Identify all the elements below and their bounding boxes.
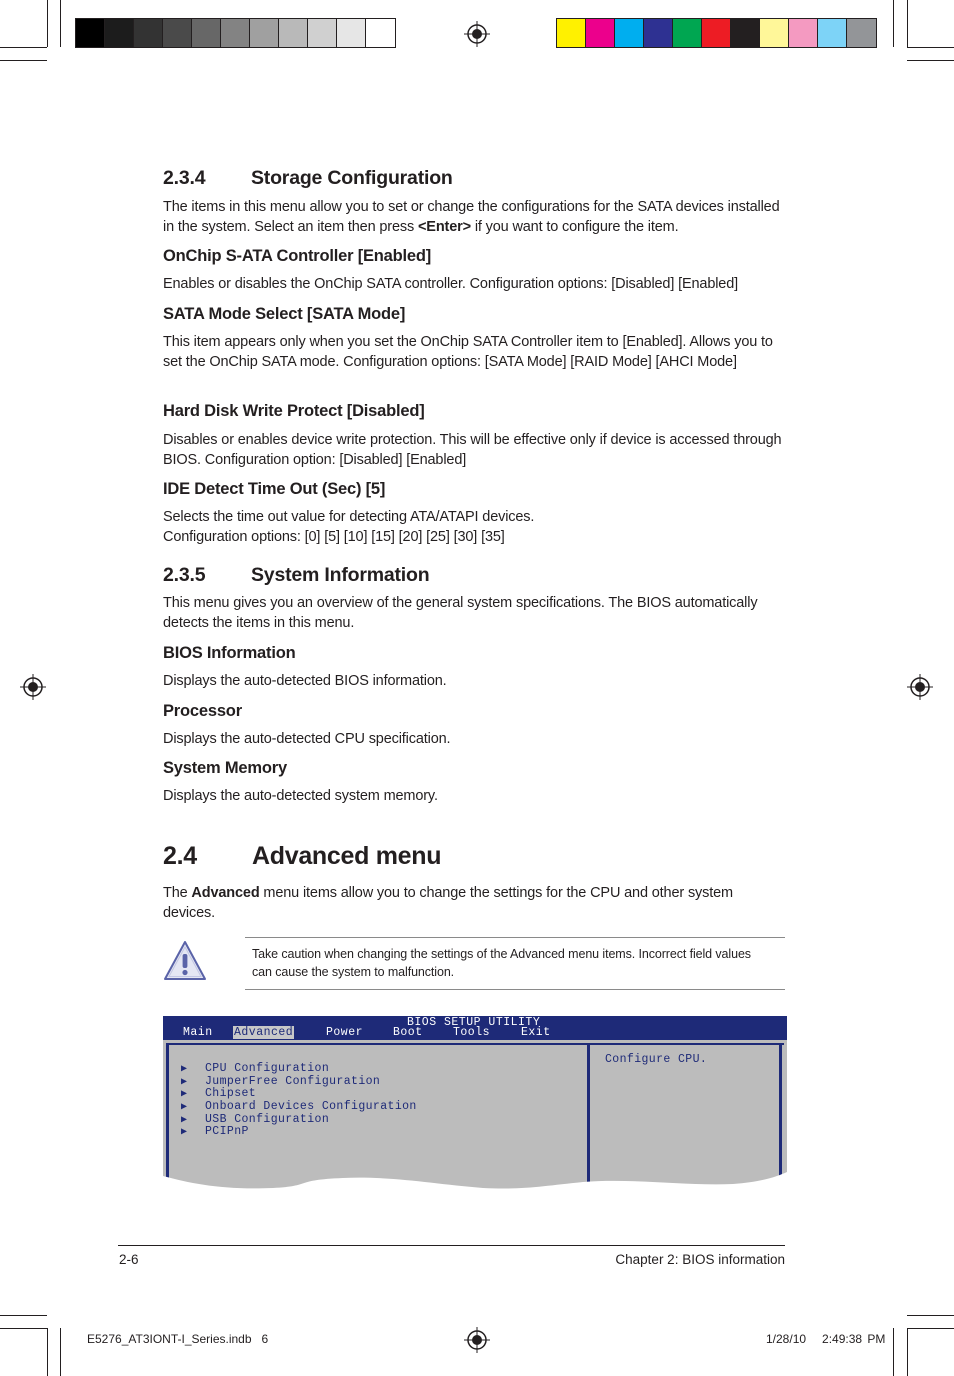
bios-tab-tools[interactable]: Tools xyxy=(453,1026,491,1039)
section-heading-advanced-menu: 2.4 Advanced menu xyxy=(163,842,442,870)
process-color-bar xyxy=(556,18,877,48)
chapter-title: Chapter 2: BIOS information xyxy=(615,1252,785,1267)
registration-mark-icon xyxy=(20,674,46,700)
color-swatch-1 xyxy=(586,19,615,47)
item-text-bios-information: Displays the auto-detected BIOS information. xyxy=(163,673,447,689)
bios-item-pcipnp[interactable]: ▶ PCIPnP xyxy=(181,1125,249,1138)
gray-swatch-2 xyxy=(134,19,163,47)
section-heading-system-information: 2.3.5 System Information xyxy=(163,564,430,586)
color-swatch-9 xyxy=(818,19,847,47)
bios-item-onboard-devices[interactable]: ▶ Onboard Devices Configuration xyxy=(181,1100,417,1113)
gray-swatch-7 xyxy=(279,19,308,47)
bios-tab-exit[interactable]: Exit xyxy=(521,1026,551,1039)
triangle-right-icon: ▶ xyxy=(181,1077,188,1088)
gray-swatch-1 xyxy=(105,19,134,47)
page-number: 2-6 xyxy=(119,1252,139,1267)
item-text-processor: Displays the auto-detected CPU specification. xyxy=(163,731,451,747)
triangle-right-icon: ▶ xyxy=(181,1089,188,1100)
item-text-system-memory: Displays the auto-detected system memory. xyxy=(163,788,438,804)
gray-swatch-3 xyxy=(163,19,192,47)
storage-intro-paragraph: The items in this menu allow you to set or change the configurations for the SATA devices installed in the system. Select an item then press <Enter> if you want to configure the item. xyxy=(163,199,780,235)
caution-note-text: Take caution when changing the settings of the Advanced menu items. Incorrect field values can cause the system to malfunction. xyxy=(252,947,751,979)
gray-swatch-4 xyxy=(192,19,221,47)
bios-item-usb-configuration[interactable]: ▶ USB Configuration xyxy=(181,1113,330,1126)
item-text-sata-mode: This item appears only when you set the OnChip SATA Controller item to [Enabled]. Allows you to set the OnChip SATA mode. Configuration options: [SATA Mode] [RAID Mode] [AHCI Mode] xyxy=(163,334,773,370)
gray-swatch-5 xyxy=(221,19,250,47)
color-swatch-4 xyxy=(673,19,702,47)
caution-top-rule xyxy=(245,937,785,938)
color-swatch-5 xyxy=(702,19,731,47)
gray-swatch-8 xyxy=(308,19,337,47)
gray-swatch-0 xyxy=(76,19,105,47)
color-swatch-10 xyxy=(847,19,876,47)
item-text-ide-timeout: Selects the time out value for detecting ATA/ATAPI devices. Configuration options: [0] [5] [10] [15] [20] [25] [30] [35] xyxy=(163,509,535,545)
section-heading-storage-configuration: 2.3.4 Storage Configuration xyxy=(163,167,453,189)
grayscale-color-bar xyxy=(75,18,396,48)
bios-tab-advanced[interactable]: Advanced xyxy=(234,1026,294,1039)
slug-filename: E5276_AT3IONT-I_Series.indb 6 xyxy=(87,1332,269,1346)
caution-warning-icon xyxy=(163,940,207,982)
bios-item-chipset[interactable]: ▶ Chipset xyxy=(181,1087,257,1100)
triangle-right-icon: ▶ xyxy=(181,1102,188,1113)
item-heading-sata-mode: SATA Mode Select [SATA Mode] xyxy=(163,305,406,323)
slug-timestamp: 1/28/10 2:49:38 PM xyxy=(766,1332,886,1346)
bios-title: BIOS SETUP UTILITY xyxy=(407,1016,541,1029)
bios-tab-boot[interactable]: Boot xyxy=(393,1026,423,1039)
item-heading-onchip-sata: OnChip S-ATA Controller [Enabled] xyxy=(163,247,432,265)
item-heading-bios-information: BIOS Information xyxy=(163,644,296,662)
item-heading-ide-timeout: IDE Detect Time Out (Sec) [5] xyxy=(163,480,386,498)
bios-tab-main[interactable]: Main xyxy=(183,1026,213,1039)
registration-mark-icon xyxy=(464,21,490,47)
footer-rule xyxy=(118,1245,785,1246)
item-text-write-protect: Disables or enables device write protection. This will be effective only if device is accessed through BIOS. Configuration option: [Disabled] [Enabled] xyxy=(163,432,782,468)
caution-bottom-rule xyxy=(245,989,785,990)
color-swatch-2 xyxy=(615,19,644,47)
color-swatch-8 xyxy=(789,19,818,47)
triangle-right-icon: ▶ xyxy=(181,1127,188,1138)
color-swatch-6 xyxy=(731,19,760,47)
color-swatch-3 xyxy=(644,19,673,47)
item-heading-write-protect: Hard Disk Write Protect [Disabled] xyxy=(163,402,425,420)
bios-setup-screenshot xyxy=(163,1016,787,1192)
registration-mark-icon xyxy=(907,674,933,700)
triangle-right-icon: ▶ xyxy=(181,1115,188,1126)
gray-swatch-9 xyxy=(337,19,366,47)
advanced-intro-paragraph: The Advanced menu items allow you to change the settings for the CPU and other system devices. xyxy=(163,885,733,921)
color-swatch-0 xyxy=(557,19,586,47)
bios-tab-power[interactable]: Power xyxy=(326,1026,364,1039)
registration-mark-icon xyxy=(464,1327,490,1353)
bios-item-cpu-configuration[interactable]: ▶ CPU Configuration xyxy=(181,1062,330,1075)
bios-help-text: Configure CPU. xyxy=(605,1053,708,1066)
gray-swatch-10 xyxy=(366,19,395,47)
triangle-right-icon: ▶ xyxy=(181,1064,188,1075)
item-text-onchip-sata: Enables or disables the OnChip SATA controller. Configuration options: [Disabled] [Enabled] xyxy=(163,276,739,292)
gray-swatch-6 xyxy=(250,19,279,47)
item-heading-processor: Processor xyxy=(163,702,242,720)
item-heading-system-memory: System Memory xyxy=(163,759,287,777)
color-swatch-7 xyxy=(760,19,789,47)
system-info-intro-paragraph: This menu gives you an overview of the general system specifications. The BIOS automatically detects the items in this menu. xyxy=(163,595,758,631)
torn-edge xyxy=(163,1166,787,1192)
bios-item-jumperfree-configuration[interactable]: ▶ JumperFree Configuration xyxy=(181,1075,381,1088)
